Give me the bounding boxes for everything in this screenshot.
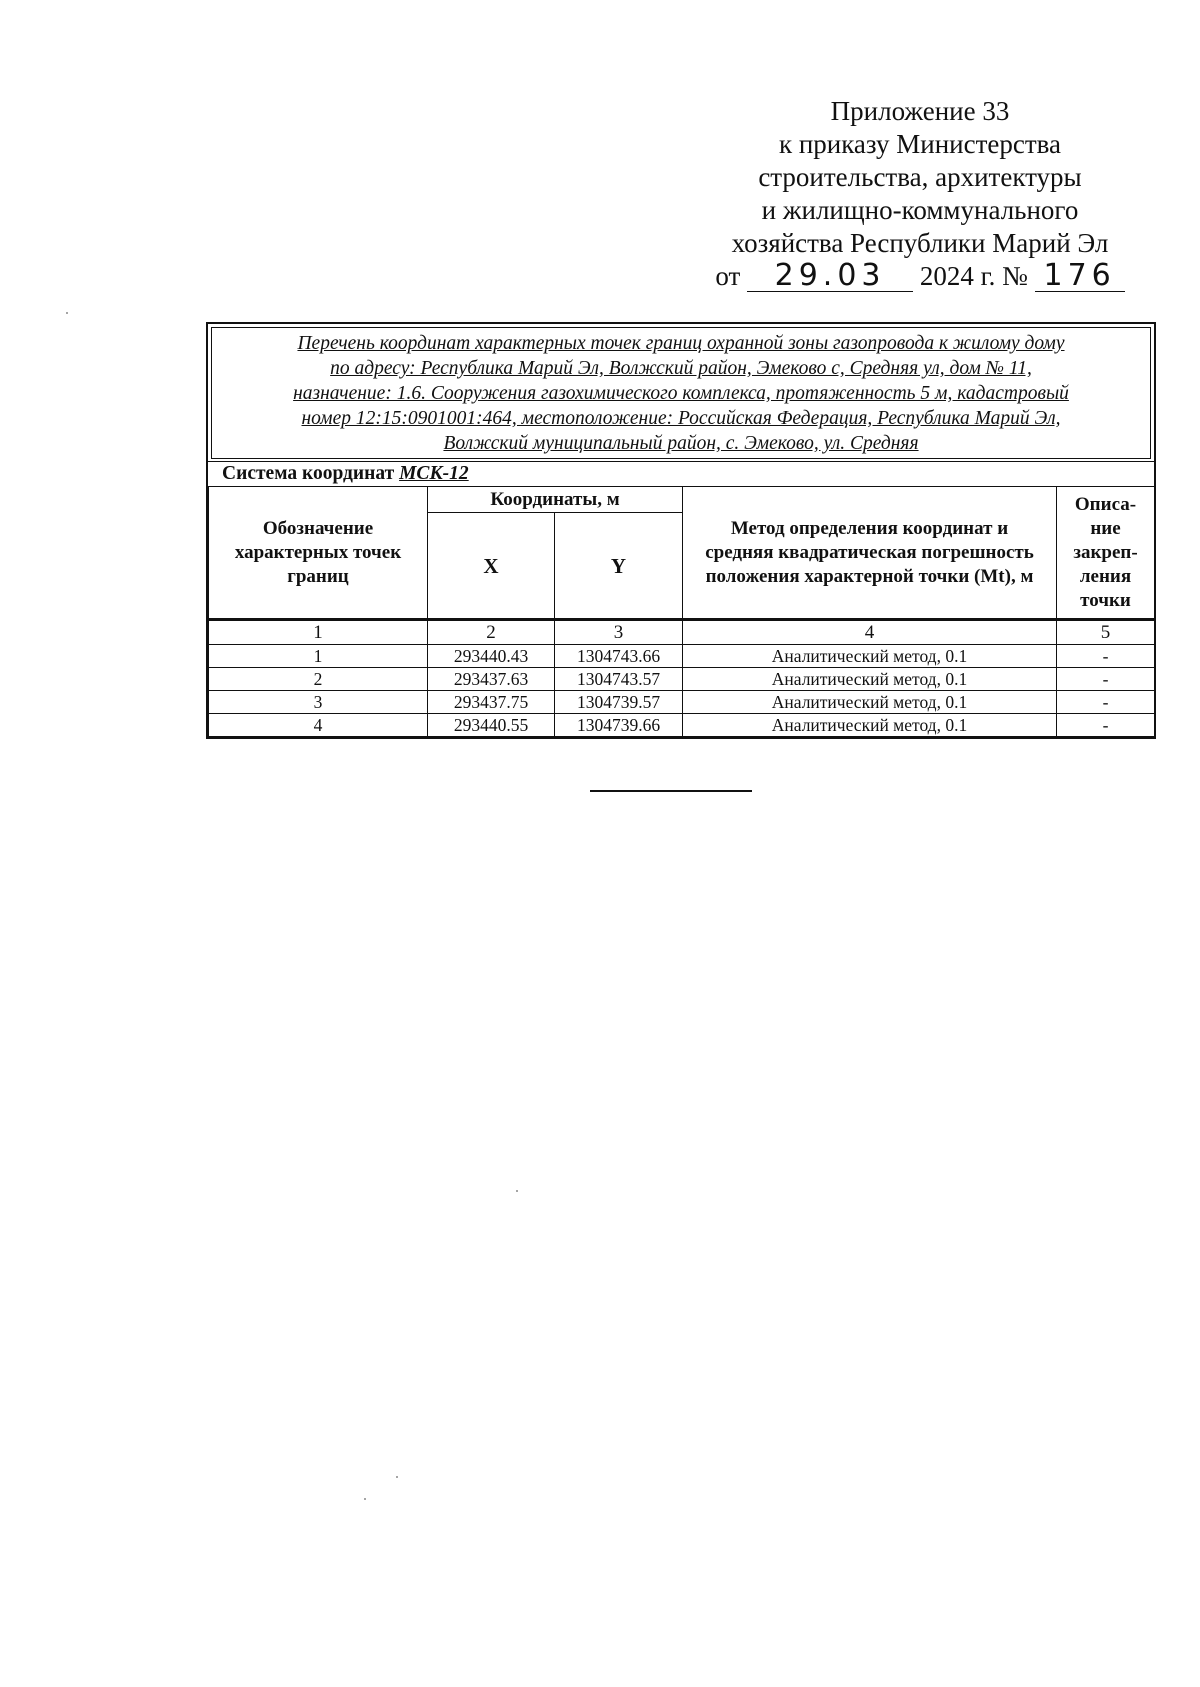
coordinate-system-label: Система координат <box>222 463 395 484</box>
coordinates-table <box>208 486 1155 737</box>
fixation-desc: - <box>1057 691 1155 714</box>
scan-speck <box>396 1476 398 1478</box>
scan-speck <box>516 1190 518 1192</box>
coord-y: 1304739.57 <box>555 691 683 714</box>
column-number: 3 <box>555 620 683 645</box>
scan-speck <box>364 1498 366 1500</box>
column-number: 5 <box>1057 620 1155 645</box>
header-line-ministry: строительства, архитектуры <box>758 162 1082 192</box>
header-y: Y <box>555 513 683 620</box>
method: Аналитический метод, 0.1 <box>683 691 1057 714</box>
method: Аналитический метод, 0.1 <box>683 714 1057 737</box>
coord-x: 293440.55 <box>428 714 555 737</box>
title-line-4: номер 12:15:0901001:464, местоположение: Российская Федерация, Республика Марий Эл, <box>301 408 1061 429</box>
coord-y: 1304739.66 <box>555 714 683 737</box>
scan-speck <box>66 312 68 314</box>
header-x: X <box>428 513 555 620</box>
year-number-label: 2024 г. № <box>919 261 1028 291</box>
point-id: 1 <box>209 645 428 668</box>
column-number: 2 <box>428 620 555 645</box>
appendix-number: Приложение 33 <box>830 96 1010 126</box>
title-line-3: назначение: 1.6. Сооружения газохимического комплекса, протяженность 5 м, кадастровый <box>293 383 1069 404</box>
order-date-line <box>705 260 1135 293</box>
header-description: Описа-ние закреп-ления точки <box>1057 487 1155 620</box>
coord-x: 293440.43 <box>428 645 555 668</box>
point-id: 4 <box>209 714 428 737</box>
fixation-desc: - <box>1057 668 1155 691</box>
title-line-5: Волжский муниципальный район, с. Эмеково, ул. Средняя <box>443 433 919 454</box>
column-numbers-row <box>209 620 1155 645</box>
method: Аналитический метод, 0.1 <box>683 645 1057 668</box>
table-row <box>209 691 1155 714</box>
point-id: 3 <box>209 691 428 714</box>
header-designation: Обозначение характерных точек границ <box>209 487 428 620</box>
header-method: Метод определения координат и средняя квадратическая погрешность положения характерной точки (Mt), м <box>683 487 1057 620</box>
coord-x: 293437.75 <box>428 691 555 714</box>
handwritten-date: 29.03 <box>747 261 913 292</box>
end-separator-line <box>590 790 752 792</box>
point-id: 2 <box>209 668 428 691</box>
header-line-order: к приказу Министерства <box>778 129 1062 159</box>
table-title <box>211 327 1151 459</box>
title-line-2: по адресу: Республика Марий Эл, Волжский район, Эмеково с, Средняя ул, дом № 11, <box>330 358 1032 379</box>
table-row <box>209 668 1155 691</box>
document-header <box>705 95 1135 293</box>
coordinate-system-row <box>208 461 1154 486</box>
coord-x: 293437.63 <box>428 668 555 691</box>
coordinates-table-frame <box>206 322 1156 739</box>
header-line-housing: и жилищно-коммунального <box>761 195 1079 225</box>
method: Аналитический метод, 0.1 <box>683 668 1057 691</box>
column-number: 4 <box>683 620 1057 645</box>
header-coordinates: Координаты, м <box>428 487 683 513</box>
table-row <box>209 714 1155 737</box>
date-prefix: от <box>715 261 741 291</box>
handwritten-order-number: 176 <box>1035 261 1125 292</box>
fixation-desc: - <box>1057 714 1155 737</box>
coord-y: 1304743.66 <box>555 645 683 668</box>
coordinate-system-name: МСК-12 <box>399 463 469 484</box>
fixation-desc: - <box>1057 645 1155 668</box>
title-line-1: Перечень координат характерных точек границ охранной зоны газопровода к жилому дому <box>297 333 1065 354</box>
coord-y: 1304743.57 <box>555 668 683 691</box>
header-line-republic: хозяйства Республики Марий Эл <box>731 228 1109 258</box>
table-header-row <box>209 487 1155 513</box>
table-row <box>209 645 1155 668</box>
column-number: 1 <box>209 620 428 645</box>
